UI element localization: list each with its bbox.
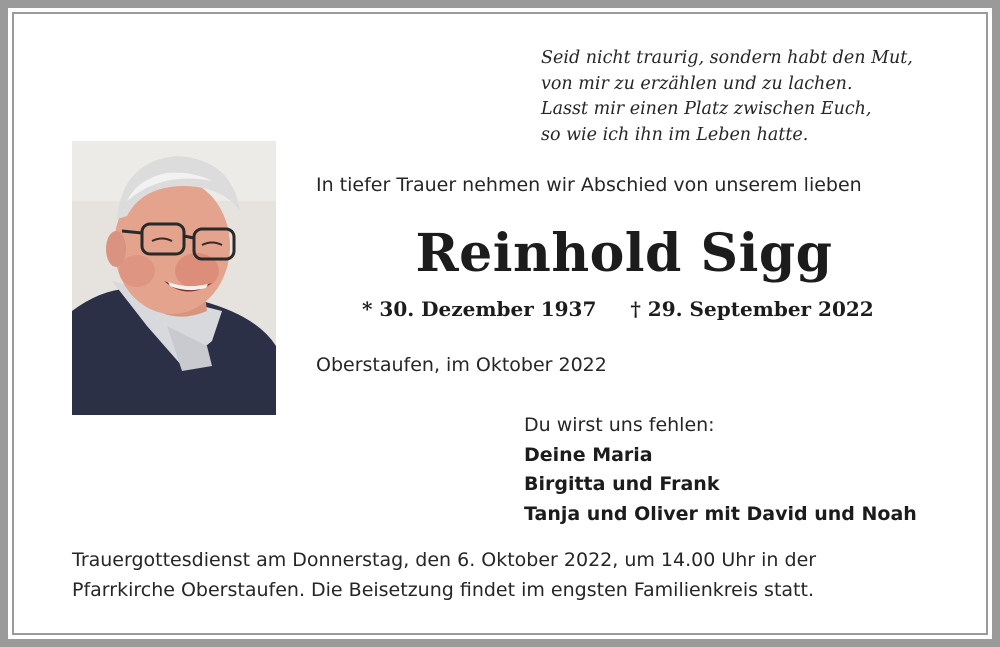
family-lead: Du wirst uns fehlen: — [524, 414, 715, 436]
poem-line: Lasst mir einen Platz zwischen Euch, — [541, 99, 872, 119]
poem-line: von mir zu erzählen und zu lachen. — [541, 73, 853, 94]
portrait-photo — [72, 141, 276, 415]
place-date: Oberstaufen, im Oktober 2022 — [316, 354, 607, 376]
intro-text: In tiefer Trauer nehmen wir Abschied von unserem lieben — [316, 174, 862, 196]
poem — [541, 46, 961, 148]
life-dates — [362, 297, 874, 321]
poem-line: Seid nicht traurig, sondern habt den Mut, — [541, 48, 913, 68]
family-member: Deine Maria — [524, 443, 653, 466]
birth-date: * 30. Dezember 1937 — [362, 297, 597, 321]
death-date: † 29. September 2022 — [630, 297, 874, 321]
family-block — [524, 411, 917, 529]
family-member: Tanja und Oliver mit David und Noah — [524, 502, 917, 525]
family-members — [524, 441, 917, 530]
service-notice — [72, 546, 930, 605]
service-line: Trauergottesdienst am Donnerstag, den 6. Oktober 2022, um 14.00 Uhr in der — [72, 549, 817, 571]
service-line: Pfarrkirche Oberstaufen. Die Beisetzung findet im engsten Familienkreis statt. — [72, 578, 814, 601]
family-member: Birgitta und Frank — [524, 473, 720, 495]
poem-line: so wie ich ihn im Leben hatte. — [541, 124, 809, 145]
deceased-name: Reinhold Sigg — [415, 223, 833, 284]
